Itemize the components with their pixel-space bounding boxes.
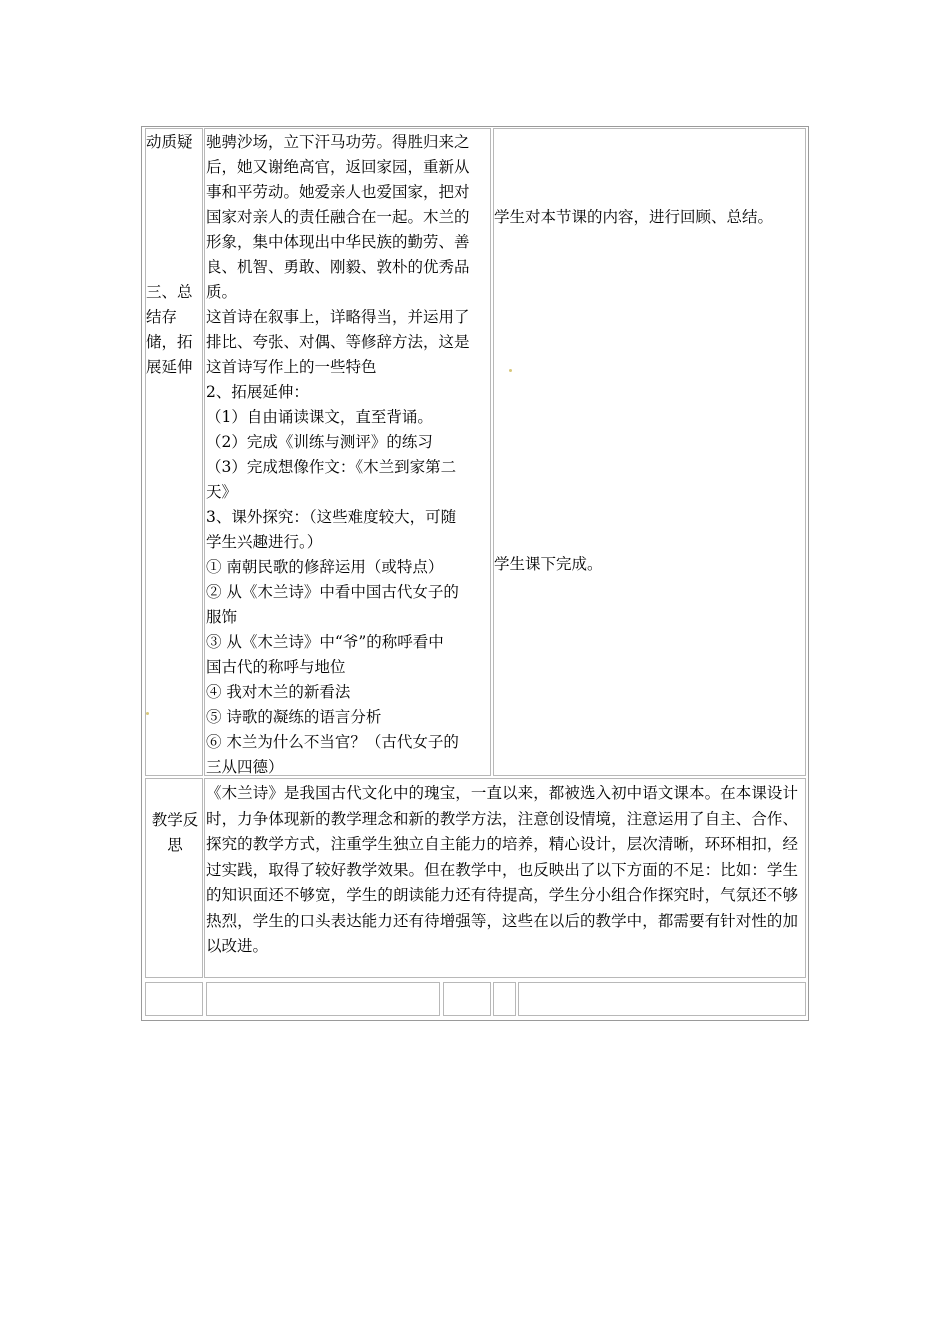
row3-cell-2	[206, 982, 440, 1016]
content-line: 服饰	[206, 608, 238, 626]
row3-cell-5	[518, 982, 806, 1016]
stage-label-discussion: 动质疑	[146, 133, 193, 151]
content-line: 良、机智、勇敢、刚毅、敦朴的优秀品	[206, 258, 470, 276]
content-line: 三从四德）	[206, 758, 284, 776]
content-line: 国家对亲人的责任融合在一起。木兰的	[206, 208, 470, 226]
content-line: ⑤ 诗歌的凝练的语言分析	[206, 708, 382, 726]
content-line: 国古代的称呼与地位	[206, 658, 346, 676]
row3-cell-1	[145, 982, 203, 1016]
speck	[509, 369, 512, 372]
content-line: 质。	[206, 283, 238, 301]
content-line: ③ 从《木兰诗》中“爷”的称呼看中	[206, 633, 444, 651]
stage-label-summary	[146, 280, 193, 380]
stage-label-line: 三、总	[146, 283, 193, 301]
content-line: ⑥ 木兰为什么不当官？（古代女子的	[206, 733, 459, 751]
content-line: 后，她又谢绝高官，返回家园，重新从	[206, 158, 470, 176]
content-line: ① 南朝民歌的修辞运用（或特点）	[206, 558, 444, 576]
content-line: 排比、夸张、对偶、等修辞方法，这是	[206, 333, 470, 351]
content-line: 学生兴趣进行。）	[206, 533, 323, 551]
content-line: ② 从《木兰诗》中看中国古代女子的	[206, 583, 459, 601]
content-line: 天》	[206, 483, 238, 501]
content-line: 这首诗写作上的一些特色	[206, 358, 377, 376]
student-activity-review: 学生对本节课的内容，进行回顾、总结。	[494, 208, 774, 226]
content-line: 驰骋沙场，立下汗马功劳。得胜归来之	[206, 133, 470, 151]
row1-label-cell	[145, 128, 203, 776]
content-line: 2、拓展延伸：	[206, 383, 309, 401]
teaching-content	[206, 130, 492, 780]
row3-cell-4	[493, 982, 516, 1016]
student-activity-homework: 学生课下完成。	[494, 555, 603, 573]
content-line: （2）完成《训练与测评》的练习	[206, 433, 433, 451]
content-line: （1）自由诵读课文，直至背诵。	[206, 408, 433, 426]
stage-label-line: 储，拓	[146, 333, 193, 351]
stage-label-line: 展延伸	[146, 358, 193, 376]
reflection-label	[146, 808, 204, 858]
content-line: （3）完成想像作文：《木兰到家第二	[206, 458, 457, 476]
speck	[146, 712, 149, 715]
reflection-label-line: 教学反	[151, 811, 199, 829]
content-line: ④ 我对木兰的新看法	[206, 683, 351, 701]
stage-label-line: 结存	[146, 308, 178, 326]
content-line: 事和平劳动。她爱亲人也爱国家，把对	[206, 183, 470, 201]
content-line: 这首诗在叙事上，详略得当，并运用了	[206, 308, 470, 326]
content-line: 形象，集中体现出中华民族的勤劳、善	[206, 233, 470, 251]
reflection-label-line: 思	[167, 836, 183, 854]
content-line: 3、课外探究：（这些难度较大，可随	[206, 508, 457, 526]
reflection-text: 《木兰诗》是我国古代文化中的瑰宝，一直以来，都被选入初中语文课本。在本课设计时，力争体现新的教学理念和新的教学方法，注意创设情境，注意运用了自主、合作、探究的教学方式，注重学生独立自主能力的培养，精心设计，层次清晰，环环相扣，经过实践，取得了较好教学效果。但在教学中，也反映出了以下方面的不足：比如：学生的知识面还不够宽，学生的朗读能力还有待提高，学生分小组合作探究时，气氛还不够热烈，学生的口头表达能力还有待增强等，这些在以后的教学中，都需要有针对性的加以改进。	[206, 784, 798, 955]
row3-cell-3	[443, 982, 491, 1016]
